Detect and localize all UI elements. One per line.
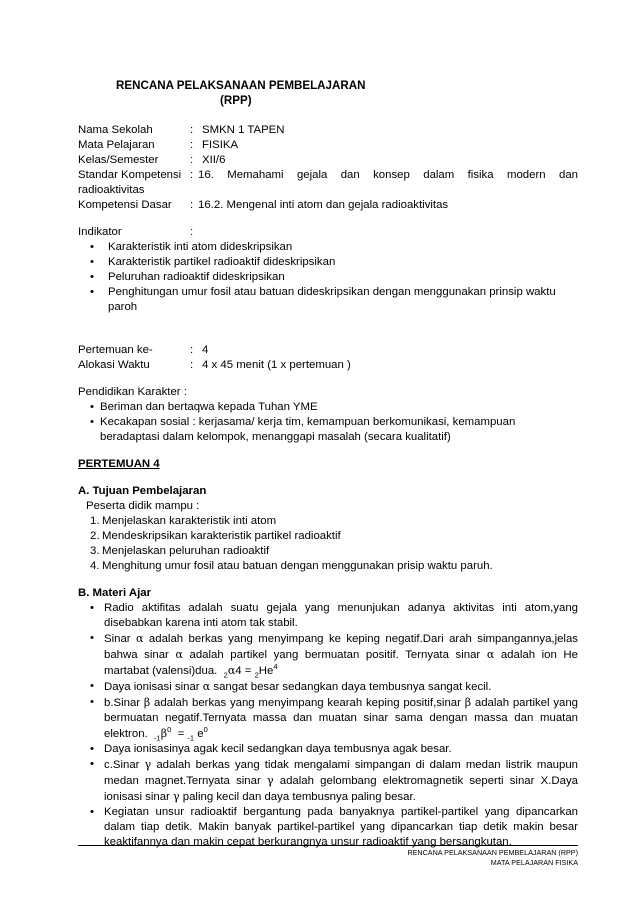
gamma-symbol: γ xyxy=(266,774,274,787)
colon: : xyxy=(190,199,194,211)
alpha-symbol: α xyxy=(136,632,144,645)
list-item: • c.Sinar γ adalah berkas yang tidak mengalami simpangan di dalam medan listrik maupun medan magnet.Ternyata sinar γ adalah gelombang elektromagnetik seperti sinar X.Daya ionisasi sinar γ paling kecil dan daya tembusnya paling besar. xyxy=(90,758,579,803)
teaching-material-list xyxy=(78,601,578,850)
school-label: Nama Sekolah xyxy=(78,124,153,136)
basic-competency-row xyxy=(78,198,578,213)
competency-standard-continuation: radioaktivitas xyxy=(78,184,145,196)
class-label: Kelas/Semester xyxy=(78,154,159,166)
indicator-row xyxy=(78,225,578,240)
class-row xyxy=(78,153,578,168)
beta-symbol: β xyxy=(464,696,472,709)
footer-divider xyxy=(78,845,578,846)
bullet-icon: • xyxy=(90,416,94,428)
school-value: SMKN 1 TAPEN xyxy=(202,124,285,136)
colon: : xyxy=(190,169,194,181)
colon: : xyxy=(190,226,194,238)
meeting-heading: PERTEMUAN 4 xyxy=(78,458,160,470)
subject-label: Mata Pelajaran xyxy=(78,139,155,151)
colon: : xyxy=(190,359,194,371)
colon: : xyxy=(190,344,194,356)
list-item: 4. Menghitung umur fosil atau batuan dengan menggunakan prisip waktu paruh. xyxy=(90,560,493,572)
competency-standard-value: 16. Memahami gejala dan konsep dalam fisika modern dan xyxy=(198,169,578,181)
list-item: • Kegiatan unsur radioaktif bergantung pada banyaknya partikel-partikel yang dipancarkan dalam tiap detik. Makin banyak partikel-partikel yang dipancarkan tiap detik makin besar keaktifannya dan makin cepat berkurangnya unsur radioaktif yang bersangkutan. xyxy=(90,806,578,848)
subject-value: FISIKA xyxy=(202,139,239,151)
competency-standard-label: Standar Kompetensi xyxy=(78,169,182,181)
list-item: • b.Sinar β adalah berkas yang menyimpang kearah keping positif,sinar β adalah partikel yang bermuatan negatif.Ternyata massa dan muatan sinar sama dengan massa dan muatan elektron. $_{-1}\beta^0 = _{-1}$ $e^0$ xyxy=(90,696,579,743)
colon: : xyxy=(190,139,194,151)
bullet-icon: • xyxy=(90,696,94,708)
document-subtitle: (RPP) xyxy=(220,94,252,107)
bullet-icon: • xyxy=(90,286,94,298)
character-list xyxy=(78,400,578,445)
bullet-icon: • xyxy=(90,271,94,283)
learning-objectives-list xyxy=(78,514,578,574)
bullet-icon: • xyxy=(90,241,94,253)
school-row xyxy=(78,123,578,138)
indicator-list xyxy=(78,240,578,315)
list-item: • Kecakapan sosial : kerjasama/ kerja tim, kemampuan berkomunikasi, kemampuan beradaptasi dalam kelompok, menanggapi masalah (secara kualitatif) xyxy=(90,416,516,443)
footer-line-1: RENCANA PELAKSANAAN PEMBELAJARAN (RPP) xyxy=(407,848,578,857)
list-item: 3. Menjelaskan peluruhan radioaktif xyxy=(90,545,270,557)
competency-standard-row xyxy=(78,168,578,183)
subject-row xyxy=(78,138,578,153)
list-item: • Karakteristik inti atom dideskripsikan xyxy=(90,241,293,253)
bullet-icon: • xyxy=(90,256,94,268)
learning-objectives-heading: A. Tujuan Pembelajaran xyxy=(78,485,207,497)
bullet-icon: • xyxy=(90,806,94,818)
list-item: • Beriman dan bertaqwa kepada Tuhan YME xyxy=(90,401,318,413)
teaching-material-heading: B. Materi Ajar xyxy=(78,587,152,599)
document-title: RENCANA PELAKSANAAN PEMBELAJARAN xyxy=(116,79,366,92)
list-item: • Penghitungan umur fosil atau batuan dideskripsikan dengan menggunakan prinsip waktu paroh xyxy=(90,286,556,313)
basic-competency-value: 16.2. Mengenal inti atom dan gejala radioaktivitas xyxy=(198,199,449,211)
character-education-label: Pendidikan Karakter : xyxy=(78,386,187,398)
list-item: 2. Mendeskripsikan karakteristik partikel radioaktif xyxy=(90,530,341,542)
time-allocation-value: 4 x 45 menit (1 x pertemuan ) xyxy=(202,359,351,371)
footer-line-2: MATA PELAJARAN FISIKA xyxy=(490,858,578,867)
list-item: • Karakteristik partikel radioaktif dideskripsikan xyxy=(90,256,336,268)
bullet-icon: • xyxy=(90,632,94,644)
list-item: • Peluruhan radioaktif dideskripsikan xyxy=(90,271,285,283)
meeting-label: Pertemuan ke- xyxy=(78,344,153,356)
basic-competency-label: Kompetensi Dasar xyxy=(78,199,172,211)
learning-objectives-lead: Peserta didik mampu : xyxy=(86,500,200,512)
meeting-value: 4 xyxy=(202,344,209,356)
list-item: • Sinar α adalah berkas yang menyimpang ke keping negatif.Dari arah simpangannya,jelas bahwa sinar α adalah partikel yang bermuatan positif. Ternyata sinar α adalah ion He martabat (valensi)dua. $_2\alpha 4 = _2He^4$ xyxy=(90,632,578,680)
bullet-icon: • xyxy=(90,401,94,413)
gamma-symbol: γ xyxy=(144,758,152,771)
list-item: 1. Menjelaskan karakteristik inti atom xyxy=(90,515,277,527)
colon: : xyxy=(190,154,194,166)
time-allocation-label: Alokasi Waktu xyxy=(78,359,150,371)
meeting-row xyxy=(78,343,578,358)
gamma-symbol: γ xyxy=(173,790,180,803)
alpha-symbol: α xyxy=(486,648,495,661)
list-item: • Daya ionisasinya agak kecil sedangkan daya tembusnya agak besar. xyxy=(90,743,452,755)
document-page xyxy=(78,78,578,850)
indicator-label: Indikator xyxy=(78,226,122,238)
bullet-icon: • xyxy=(90,758,94,770)
alpha-symbol: α xyxy=(175,648,183,661)
beta-symbol: β xyxy=(160,727,168,740)
page-footer xyxy=(280,848,578,868)
identity-block xyxy=(78,123,578,213)
list-item: • Radio aktifitas adalah suatu gejala yang menunjukan adanya aktivitas inti atom,yang disebabkan karena inti atom tak stabil. xyxy=(90,602,578,629)
class-value: XII/6 xyxy=(202,154,226,166)
list-item: • Daya ionisasi sinar α sangat besar sedangkan daya tembusnya sangat kecil. xyxy=(90,680,492,693)
bullet-icon: • xyxy=(90,743,94,755)
beta-symbol: β xyxy=(143,696,151,709)
time-allocation-row xyxy=(78,358,578,373)
alpha-symbol: α xyxy=(202,680,211,693)
colon: : xyxy=(190,124,194,136)
alpha-symbol: α xyxy=(227,664,236,677)
bullet-icon: • xyxy=(90,680,94,692)
bullet-icon: • xyxy=(90,602,94,614)
